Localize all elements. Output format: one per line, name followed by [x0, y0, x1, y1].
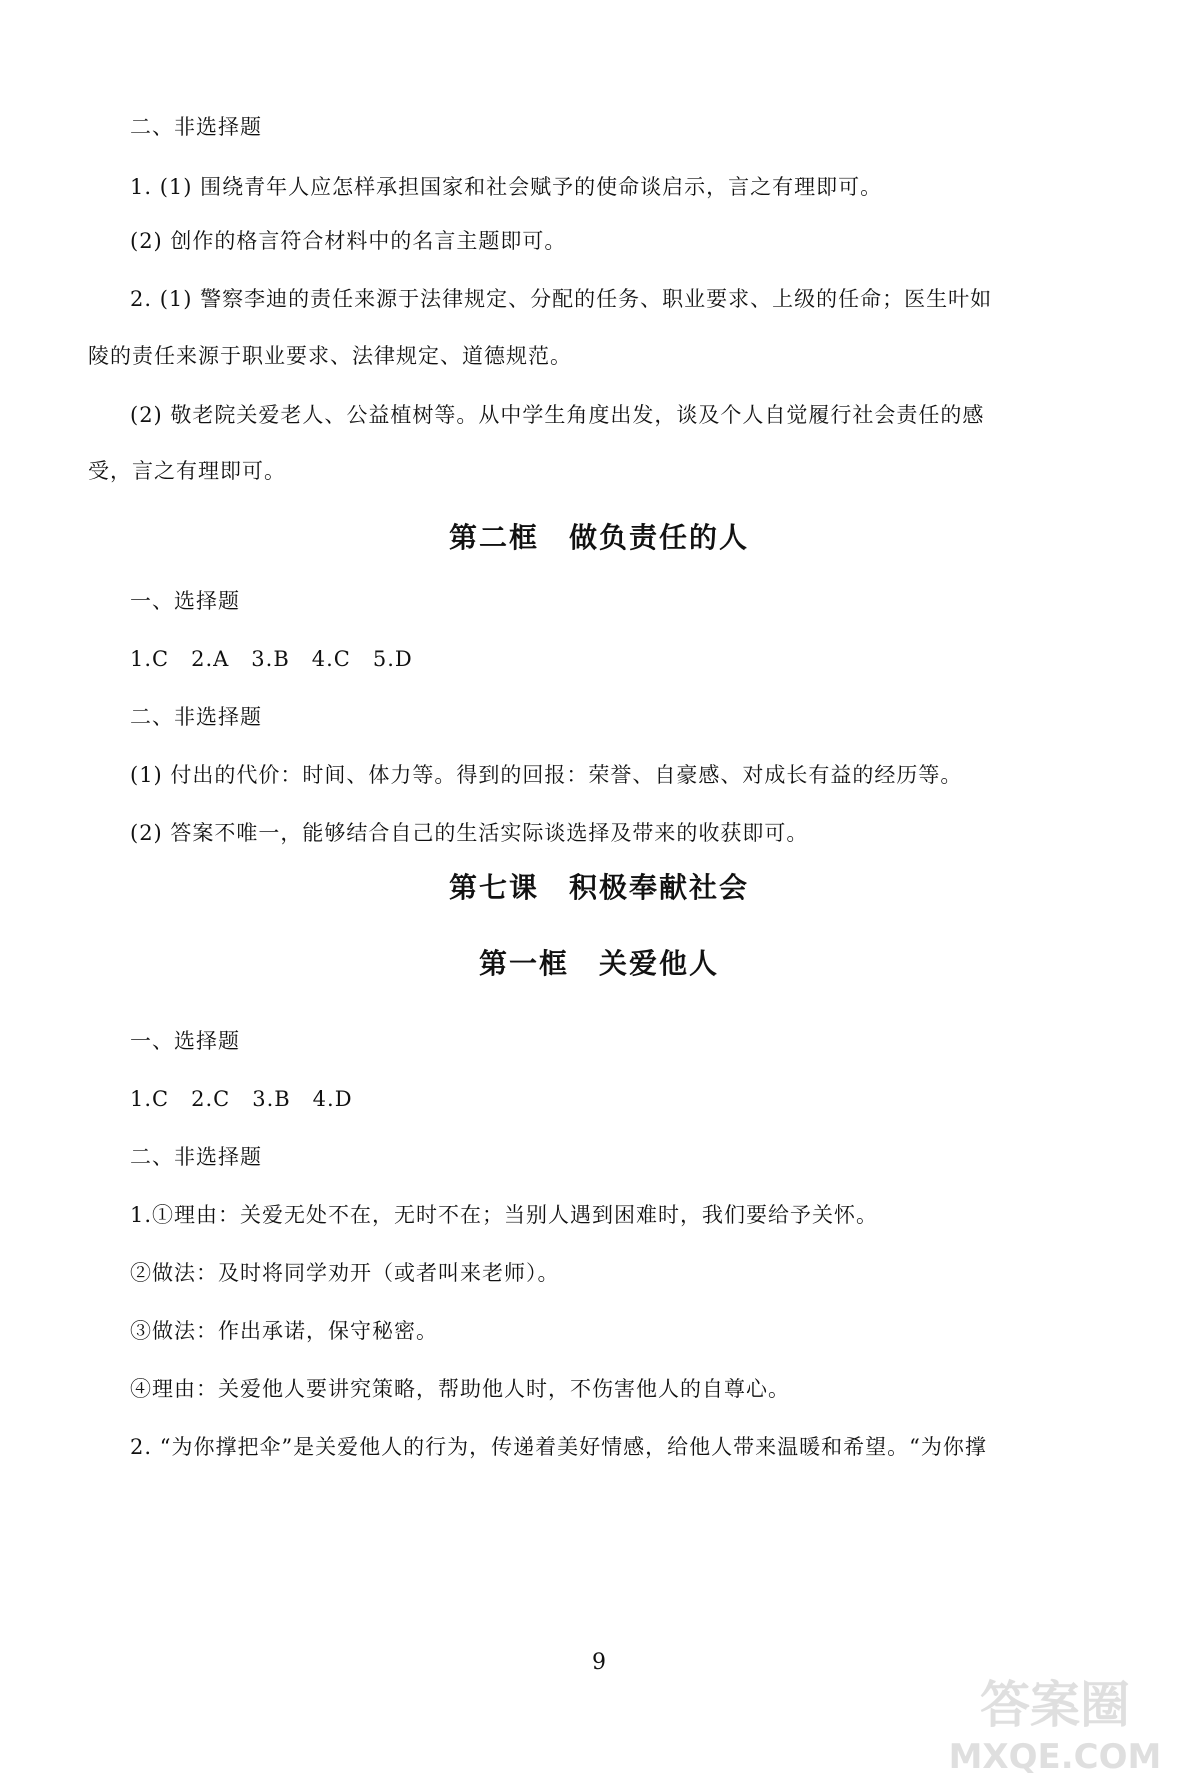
answer-line: 1. (1) 围绕青年人应怎样承担国家和社会赋予的使命谈启示，言之有理即可。 — [130, 175, 883, 199]
section-label: 二、非选择题 — [130, 1145, 262, 1169]
watermark-url: MXQE.COM — [948, 1737, 1162, 1777]
answer-line: ④理由：关爱他人要讲究策略，帮助他人时，不伤害他人的自尊心。 — [130, 1377, 790, 1401]
page-number: 9 — [592, 1650, 606, 1675]
section-heading: 第一框 关爱他人 — [478, 947, 719, 980]
answer-line: (1) 付出的代价：时间、体力等。得到的回报：荣誉、自豪感、对成长有益的经历等。 — [130, 763, 963, 787]
watermark-logo — [930, 1660, 1180, 1780]
section-label: 二、非选择题 — [130, 705, 262, 729]
answer-line: 2. “为你撑把伞”是关爱他人的行为，传递着美好情感，给他人带来温暖和希望。“为你撑 — [130, 1435, 987, 1459]
answer-line: 陵的责任来源于职业要求、法律规定、道德规范。 — [88, 344, 572, 368]
answer-line: ②做法：及时将同学劝开（或者叫来老师）。 — [130, 1261, 560, 1285]
answer-line: ③做法：作出承诺，保守秘密。 — [130, 1319, 438, 1343]
answer-line: 2. (1) 警察李迪的责任来源于法律规定、分配的任务、职业要求、上级的任命；医生叶如 — [130, 287, 993, 311]
answer-line: (2) 创作的格言符合材料中的名言主题即可。 — [130, 229, 567, 253]
answer-line: (2) 敬老院关爱老人、公益植树等。从中学生角度出发，谈及个人自觉履行社会责任的感 — [130, 403, 985, 427]
section-label: 二、非选择题 — [130, 115, 262, 139]
answer-line: 1.C 2.C 3.B 4.D — [130, 1087, 353, 1111]
section-heading: 第二框 做负责任的人 — [448, 521, 749, 554]
section-label: 一、选择题 — [130, 1029, 240, 1053]
answer-line: (2) 答案不唯一，能够结合自己的生活实际谈选择及带来的收获即可。 — [130, 821, 809, 845]
section-label: 一、选择题 — [130, 589, 240, 613]
answer-line: 1.①理由：关爱无处不在，无时不在；当别人遇到困难时，我们要给予关怀。 — [130, 1203, 879, 1227]
watermark-text: 答案圈 — [980, 1676, 1130, 1734]
answer-line: 1.C 2.A 3.B 4.C 5.D — [130, 647, 413, 671]
lesson-heading: 第七课 积极奉献社会 — [448, 871, 749, 904]
answer-line: 受，言之有理即可。 — [88, 459, 286, 483]
